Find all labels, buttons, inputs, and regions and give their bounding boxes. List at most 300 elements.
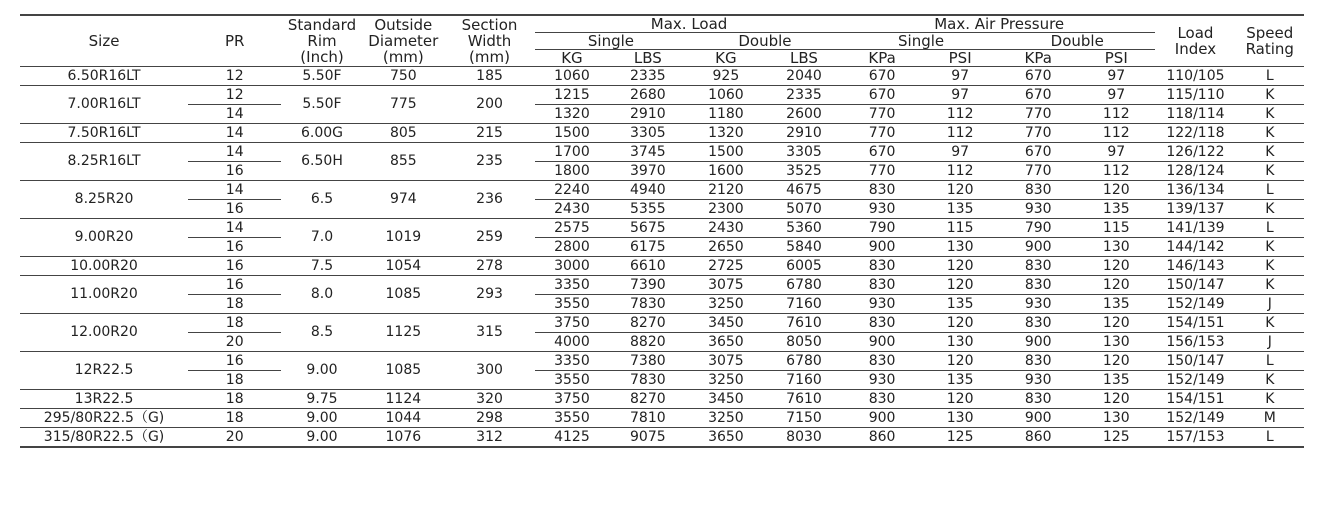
cell-lbs-single: 2910 [609,105,687,124]
cell-size: 10.00R20 [20,257,188,276]
cell-pr: 14 [188,105,281,124]
cell-load-index: 154/151 [1155,390,1235,409]
cell-rim: 7.0 [281,219,362,257]
cell-kg-double: 1500 [687,143,765,162]
cell-load-index: 115/110 [1155,86,1235,105]
cell-psi-double: 135 [1077,371,1155,390]
cell-kpa-single: 790 [843,219,921,238]
table-row [20,257,1304,276]
table-row [20,162,1304,181]
header-od-line2: Diameter [368,32,439,50]
cell-kg-double: 2300 [687,200,765,219]
cell-kg-single: 1215 [535,86,609,105]
cell-pr: 14 [188,181,281,200]
cell-load-index: 150/147 [1155,352,1235,371]
cell-pr: 16 [188,352,281,371]
cell-outside-diameter: 775 [363,86,444,124]
cell-kg-single: 1060 [535,67,609,86]
cell-psi-double: 130 [1077,333,1155,352]
cell-lbs-single: 8820 [609,333,687,352]
cell-kg-double: 3250 [687,371,765,390]
cell-psi-single: 120 [921,276,999,295]
cell-speed-rating: L [1236,352,1304,371]
cell-psi-double: 97 [1077,143,1155,162]
cell-speed-rating: L [1236,67,1304,86]
cell-kpa-double: 930 [999,371,1077,390]
cell-psi-double: 112 [1077,124,1155,143]
cell-speed-rating: K [1236,105,1304,124]
header-unit-lbs-double: LBS [765,50,843,67]
cell-lbs-double: 6005 [765,257,843,276]
cell-speed-rating: K [1236,162,1304,181]
cell-kg-double: 3450 [687,314,765,333]
cell-speed-rating: J [1236,295,1304,314]
cell-lbs-single: 9075 [609,428,687,448]
cell-kpa-double: 830 [999,352,1077,371]
cell-lbs-double: 7610 [765,314,843,333]
cell-rim: 9.00 [281,409,362,428]
cell-kpa-single: 930 [843,371,921,390]
cell-kpa-single: 830 [843,390,921,409]
table-row [20,371,1304,390]
cell-kg-single: 1320 [535,105,609,124]
cell-section-width: 215 [444,124,535,143]
cell-kpa-double: 860 [999,428,1077,448]
cell-kg-double: 2430 [687,219,765,238]
cell-kg-single: 2430 [535,200,609,219]
header-rim [281,15,362,67]
cell-psi-double: 120 [1077,181,1155,200]
header-load-double: Double [687,33,843,50]
table-row [20,390,1304,409]
header-max-load: Max. Load [535,15,843,33]
cell-kg-double: 3450 [687,390,765,409]
header-unit-psi-double: PSI [1077,50,1155,67]
cell-lbs-single: 4940 [609,181,687,200]
cell-lbs-double: 7160 [765,295,843,314]
cell-size: 11.00R20 [20,276,188,314]
cell-kg-double: 3650 [687,428,765,448]
header-unit-kpa-single: KPa [843,50,921,67]
cell-outside-diameter: 1044 [363,409,444,428]
cell-kpa-single: 670 [843,67,921,86]
table-row [20,143,1304,162]
cell-size: 9.00R20 [20,219,188,257]
cell-kpa-single: 670 [843,143,921,162]
cell-kg-single: 3550 [535,295,609,314]
cell-pr: 18 [188,371,281,390]
header-unit-psi-single: PSI [921,50,999,67]
cell-section-width: 298 [444,409,535,428]
cell-section-width: 235 [444,143,535,181]
cell-kpa-single: 900 [843,333,921,352]
cell-lbs-double: 8030 [765,428,843,448]
cell-load-index: 152/149 [1155,371,1235,390]
cell-kpa-double: 830 [999,390,1077,409]
cell-pr: 16 [188,200,281,219]
cell-section-width: 185 [444,67,535,86]
cell-psi-double: 130 [1077,409,1155,428]
cell-kpa-single: 860 [843,428,921,448]
cell-rim: 8.5 [281,314,362,352]
cell-kpa-double: 830 [999,181,1077,200]
cell-psi-single: 130 [921,333,999,352]
cell-psi-single: 120 [921,181,999,200]
cell-lbs-single: 8270 [609,390,687,409]
cell-kpa-single: 770 [843,162,921,181]
table-row [20,276,1304,295]
cell-load-index: 146/143 [1155,257,1235,276]
header-unit-lbs-single: LBS [609,50,687,67]
cell-kg-single: 1500 [535,124,609,143]
table-row [20,333,1304,352]
cell-psi-single: 120 [921,314,999,333]
cell-speed-rating: K [1236,371,1304,390]
header-load-single: Single [535,33,687,50]
header-pressure-single: Single [843,33,999,50]
cell-speed-rating: K [1236,276,1304,295]
cell-lbs-single: 5675 [609,219,687,238]
cell-outside-diameter: 1125 [363,314,444,352]
header-rim-line2: Rim [307,32,337,50]
cell-lbs-single: 3970 [609,162,687,181]
cell-load-index: 139/137 [1155,200,1235,219]
table-row [20,314,1304,333]
header-sw-line2: Width [467,32,512,50]
table-row [20,105,1304,124]
cell-rim: 7.5 [281,257,362,276]
cell-kg-double: 2650 [687,238,765,257]
cell-kpa-double: 830 [999,314,1077,333]
cell-psi-single: 120 [921,352,999,371]
cell-size: 12R22.5 [20,352,188,390]
cell-lbs-single: 2680 [609,86,687,105]
cell-kpa-double: 790 [999,219,1077,238]
cell-load-index: 110/105 [1155,67,1235,86]
cell-lbs-double: 7160 [765,371,843,390]
cell-pr: 12 [188,67,281,86]
cell-lbs-double: 6780 [765,352,843,371]
table-row [20,219,1304,238]
cell-speed-rating: M [1236,409,1304,428]
cell-load-index: 156/153 [1155,333,1235,352]
cell-psi-single: 112 [921,105,999,124]
header-unit-kg-single: KG [535,50,609,67]
cell-psi-double: 112 [1077,162,1155,181]
cell-kg-single: 3750 [535,314,609,333]
cell-lbs-single: 3745 [609,143,687,162]
table-row [20,124,1304,143]
cell-psi-double: 120 [1077,352,1155,371]
cell-section-width: 200 [444,86,535,124]
cell-psi-single: 112 [921,162,999,181]
cell-lbs-double: 5840 [765,238,843,257]
cell-kpa-double: 770 [999,124,1077,143]
cell-kg-single: 3550 [535,371,609,390]
header-sr-line2: Rating [1245,40,1294,58]
cell-kpa-single: 900 [843,409,921,428]
cell-outside-diameter: 1085 [363,352,444,390]
table-row [20,86,1304,105]
cell-pr: 14 [188,219,281,238]
cell-pr: 18 [188,390,281,409]
cell-lbs-single: 7830 [609,295,687,314]
cell-speed-rating: K [1236,86,1304,105]
cell-lbs-single: 2335 [609,67,687,86]
cell-load-index: 144/142 [1155,238,1235,257]
cell-lbs-single: 6175 [609,238,687,257]
cell-kg-single: 4000 [535,333,609,352]
cell-kg-double: 3250 [687,409,765,428]
cell-psi-single: 97 [921,86,999,105]
table-body [20,67,1304,448]
cell-load-index: 118/114 [1155,105,1235,124]
cell-psi-double: 120 [1077,314,1155,333]
cell-size: 8.25R16LT [20,143,188,181]
cell-kpa-double: 670 [999,143,1077,162]
cell-load-index: 152/149 [1155,409,1235,428]
table-row [20,67,1304,86]
cell-lbs-double: 2040 [765,67,843,86]
cell-rim: 6.5 [281,181,362,219]
cell-psi-double: 135 [1077,295,1155,314]
cell-speed-rating: K [1236,314,1304,333]
cell-speed-rating: K [1236,257,1304,276]
cell-kpa-double: 830 [999,276,1077,295]
cell-lbs-double: 3525 [765,162,843,181]
cell-outside-diameter: 1085 [363,276,444,314]
cell-pr: 16 [188,162,281,181]
cell-size: 295/80R22.5（G) [20,409,188,428]
header-pr: PR [188,15,281,67]
cell-kpa-double: 670 [999,86,1077,105]
cell-kg-double: 3650 [687,333,765,352]
cell-kg-double: 3250 [687,295,765,314]
cell-pr: 12 [188,86,281,105]
cell-lbs-double: 2600 [765,105,843,124]
cell-kg-double: 3075 [687,352,765,371]
cell-size: 7.00R16LT [20,86,188,124]
cell-psi-single: 135 [921,200,999,219]
header-rim-line3: (Inch) [300,48,344,66]
header-size: Size [20,15,188,67]
cell-size: 13R22.5 [20,390,188,409]
cell-psi-single: 115 [921,219,999,238]
cell-rim: 5.50F [281,67,362,86]
cell-lbs-double: 8050 [765,333,843,352]
cell-outside-diameter: 1124 [363,390,444,409]
header-sw-line1: Section [461,16,518,34]
cell-speed-rating: K [1236,143,1304,162]
cell-kg-single: 3000 [535,257,609,276]
cell-kpa-double: 670 [999,67,1077,86]
header-sr-line1: Speed [1246,24,1294,42]
cell-section-width: 315 [444,314,535,352]
header-li-line2: Index [1174,40,1217,58]
cell-kpa-double: 770 [999,162,1077,181]
tire-spec-table-container [20,14,1304,448]
cell-lbs-single: 5355 [609,200,687,219]
table-row [20,352,1304,371]
cell-load-index: 136/134 [1155,181,1235,200]
cell-kg-single: 2800 [535,238,609,257]
cell-kg-double: 3075 [687,276,765,295]
cell-size: 12.00R20 [20,314,188,352]
cell-psi-double: 97 [1077,86,1155,105]
cell-psi-double: 120 [1077,276,1155,295]
cell-load-index: 152/149 [1155,295,1235,314]
cell-size: 8.25R20 [20,181,188,219]
cell-section-width: 312 [444,428,535,448]
cell-outside-diameter: 974 [363,181,444,219]
header-outside-diameter [363,15,444,67]
cell-psi-double: 97 [1077,67,1155,86]
cell-psi-single: 120 [921,257,999,276]
cell-kpa-single: 830 [843,181,921,200]
header-sw-line3: (mm) [469,48,510,66]
header-unit-kg-double: KG [687,50,765,67]
header-max-air-pressure: Max. Air Pressure [843,15,1155,33]
header-od-line1: Outside [374,16,433,34]
cell-lbs-double: 5070 [765,200,843,219]
cell-size: 315/80R22.5（G) [20,428,188,448]
cell-section-width: 320 [444,390,535,409]
cell-load-index: 128/124 [1155,162,1235,181]
cell-psi-single: 97 [921,67,999,86]
cell-speed-rating: J [1236,333,1304,352]
cell-size: 7.50R16LT [20,124,188,143]
cell-kpa-single: 770 [843,124,921,143]
cell-rim: 9.00 [281,428,362,448]
cell-psi-single: 130 [921,409,999,428]
cell-lbs-double: 3305 [765,143,843,162]
header-pressure-double: Double [999,33,1155,50]
table-row [20,295,1304,314]
cell-psi-single: 135 [921,371,999,390]
cell-load-index: 150/147 [1155,276,1235,295]
cell-kg-double: 1600 [687,162,765,181]
cell-rim: 5.50F [281,86,362,124]
cell-kpa-double: 900 [999,238,1077,257]
cell-section-width: 278 [444,257,535,276]
cell-section-width: 259 [444,219,535,257]
cell-load-index: 122/118 [1155,124,1235,143]
cell-section-width: 236 [444,181,535,219]
cell-kpa-single: 830 [843,276,921,295]
cell-kpa-single: 930 [843,295,921,314]
cell-lbs-double: 2335 [765,86,843,105]
cell-kpa-double: 900 [999,409,1077,428]
cell-psi-double: 125 [1077,428,1155,448]
cell-lbs-single: 7830 [609,371,687,390]
cell-kg-single: 3350 [535,276,609,295]
cell-rim: 6.00G [281,124,362,143]
cell-speed-rating: K [1236,200,1304,219]
cell-kpa-double: 930 [999,200,1077,219]
header-rim-line1: Standard [287,16,357,34]
cell-kpa-double: 770 [999,105,1077,124]
cell-pr: 14 [188,143,281,162]
header-speed-rating [1236,15,1304,67]
cell-kg-double: 925 [687,67,765,86]
cell-pr: 14 [188,124,281,143]
table-row [20,181,1304,200]
cell-rim: 9.00 [281,352,362,390]
cell-outside-diameter: 1019 [363,219,444,257]
cell-psi-double: 112 [1077,105,1155,124]
cell-psi-single: 135 [921,295,999,314]
cell-kpa-single: 670 [843,86,921,105]
cell-speed-rating: L [1236,219,1304,238]
cell-kpa-double: 930 [999,295,1077,314]
cell-kpa-single: 830 [843,352,921,371]
cell-kg-single: 3350 [535,352,609,371]
cell-pr: 18 [188,314,281,333]
cell-outside-diameter: 855 [363,143,444,181]
cell-kg-single: 2575 [535,219,609,238]
cell-outside-diameter: 1076 [363,428,444,448]
cell-psi-single: 130 [921,238,999,257]
header-section-width [444,15,535,67]
cell-psi-double: 135 [1077,200,1155,219]
cell-kpa-double: 900 [999,333,1077,352]
cell-kg-single: 1800 [535,162,609,181]
cell-kg-double: 1180 [687,105,765,124]
cell-pr: 16 [188,276,281,295]
header-load-index [1155,15,1235,67]
cell-rim: 6.50H [281,143,362,181]
header-li-line1: Load [1177,24,1214,42]
cell-psi-double: 120 [1077,257,1155,276]
cell-outside-diameter: 750 [363,67,444,86]
cell-pr: 20 [188,333,281,352]
cell-lbs-single: 7390 [609,276,687,295]
cell-kpa-double: 830 [999,257,1077,276]
cell-kg-single: 3750 [535,390,609,409]
cell-pr: 20 [188,428,281,448]
cell-kg-single: 1700 [535,143,609,162]
cell-outside-diameter: 805 [363,124,444,143]
cell-lbs-double: 2910 [765,124,843,143]
cell-kpa-single: 770 [843,105,921,124]
cell-kg-double: 1320 [687,124,765,143]
cell-kpa-single: 930 [843,200,921,219]
cell-psi-double: 115 [1077,219,1155,238]
cell-lbs-single: 7380 [609,352,687,371]
cell-rim: 9.75 [281,390,362,409]
cell-pr: 16 [188,238,281,257]
cell-size: 6.50R16LT [20,67,188,86]
cell-lbs-double: 6780 [765,276,843,295]
cell-kpa-single: 900 [843,238,921,257]
table-row [20,200,1304,219]
cell-psi-single: 120 [921,390,999,409]
cell-lbs-double: 7150 [765,409,843,428]
cell-psi-single: 97 [921,143,999,162]
cell-lbs-double: 5360 [765,219,843,238]
cell-speed-rating: K [1236,124,1304,143]
cell-pr: 16 [188,257,281,276]
cell-psi-double: 120 [1077,390,1155,409]
header-unit-kpa-double: KPa [999,50,1077,67]
cell-lbs-single: 3305 [609,124,687,143]
cell-kpa-single: 830 [843,257,921,276]
cell-kpa-single: 830 [843,314,921,333]
cell-kg-single: 4125 [535,428,609,448]
cell-load-index: 157/153 [1155,428,1235,448]
cell-lbs-double: 7610 [765,390,843,409]
cell-load-index: 154/151 [1155,314,1235,333]
